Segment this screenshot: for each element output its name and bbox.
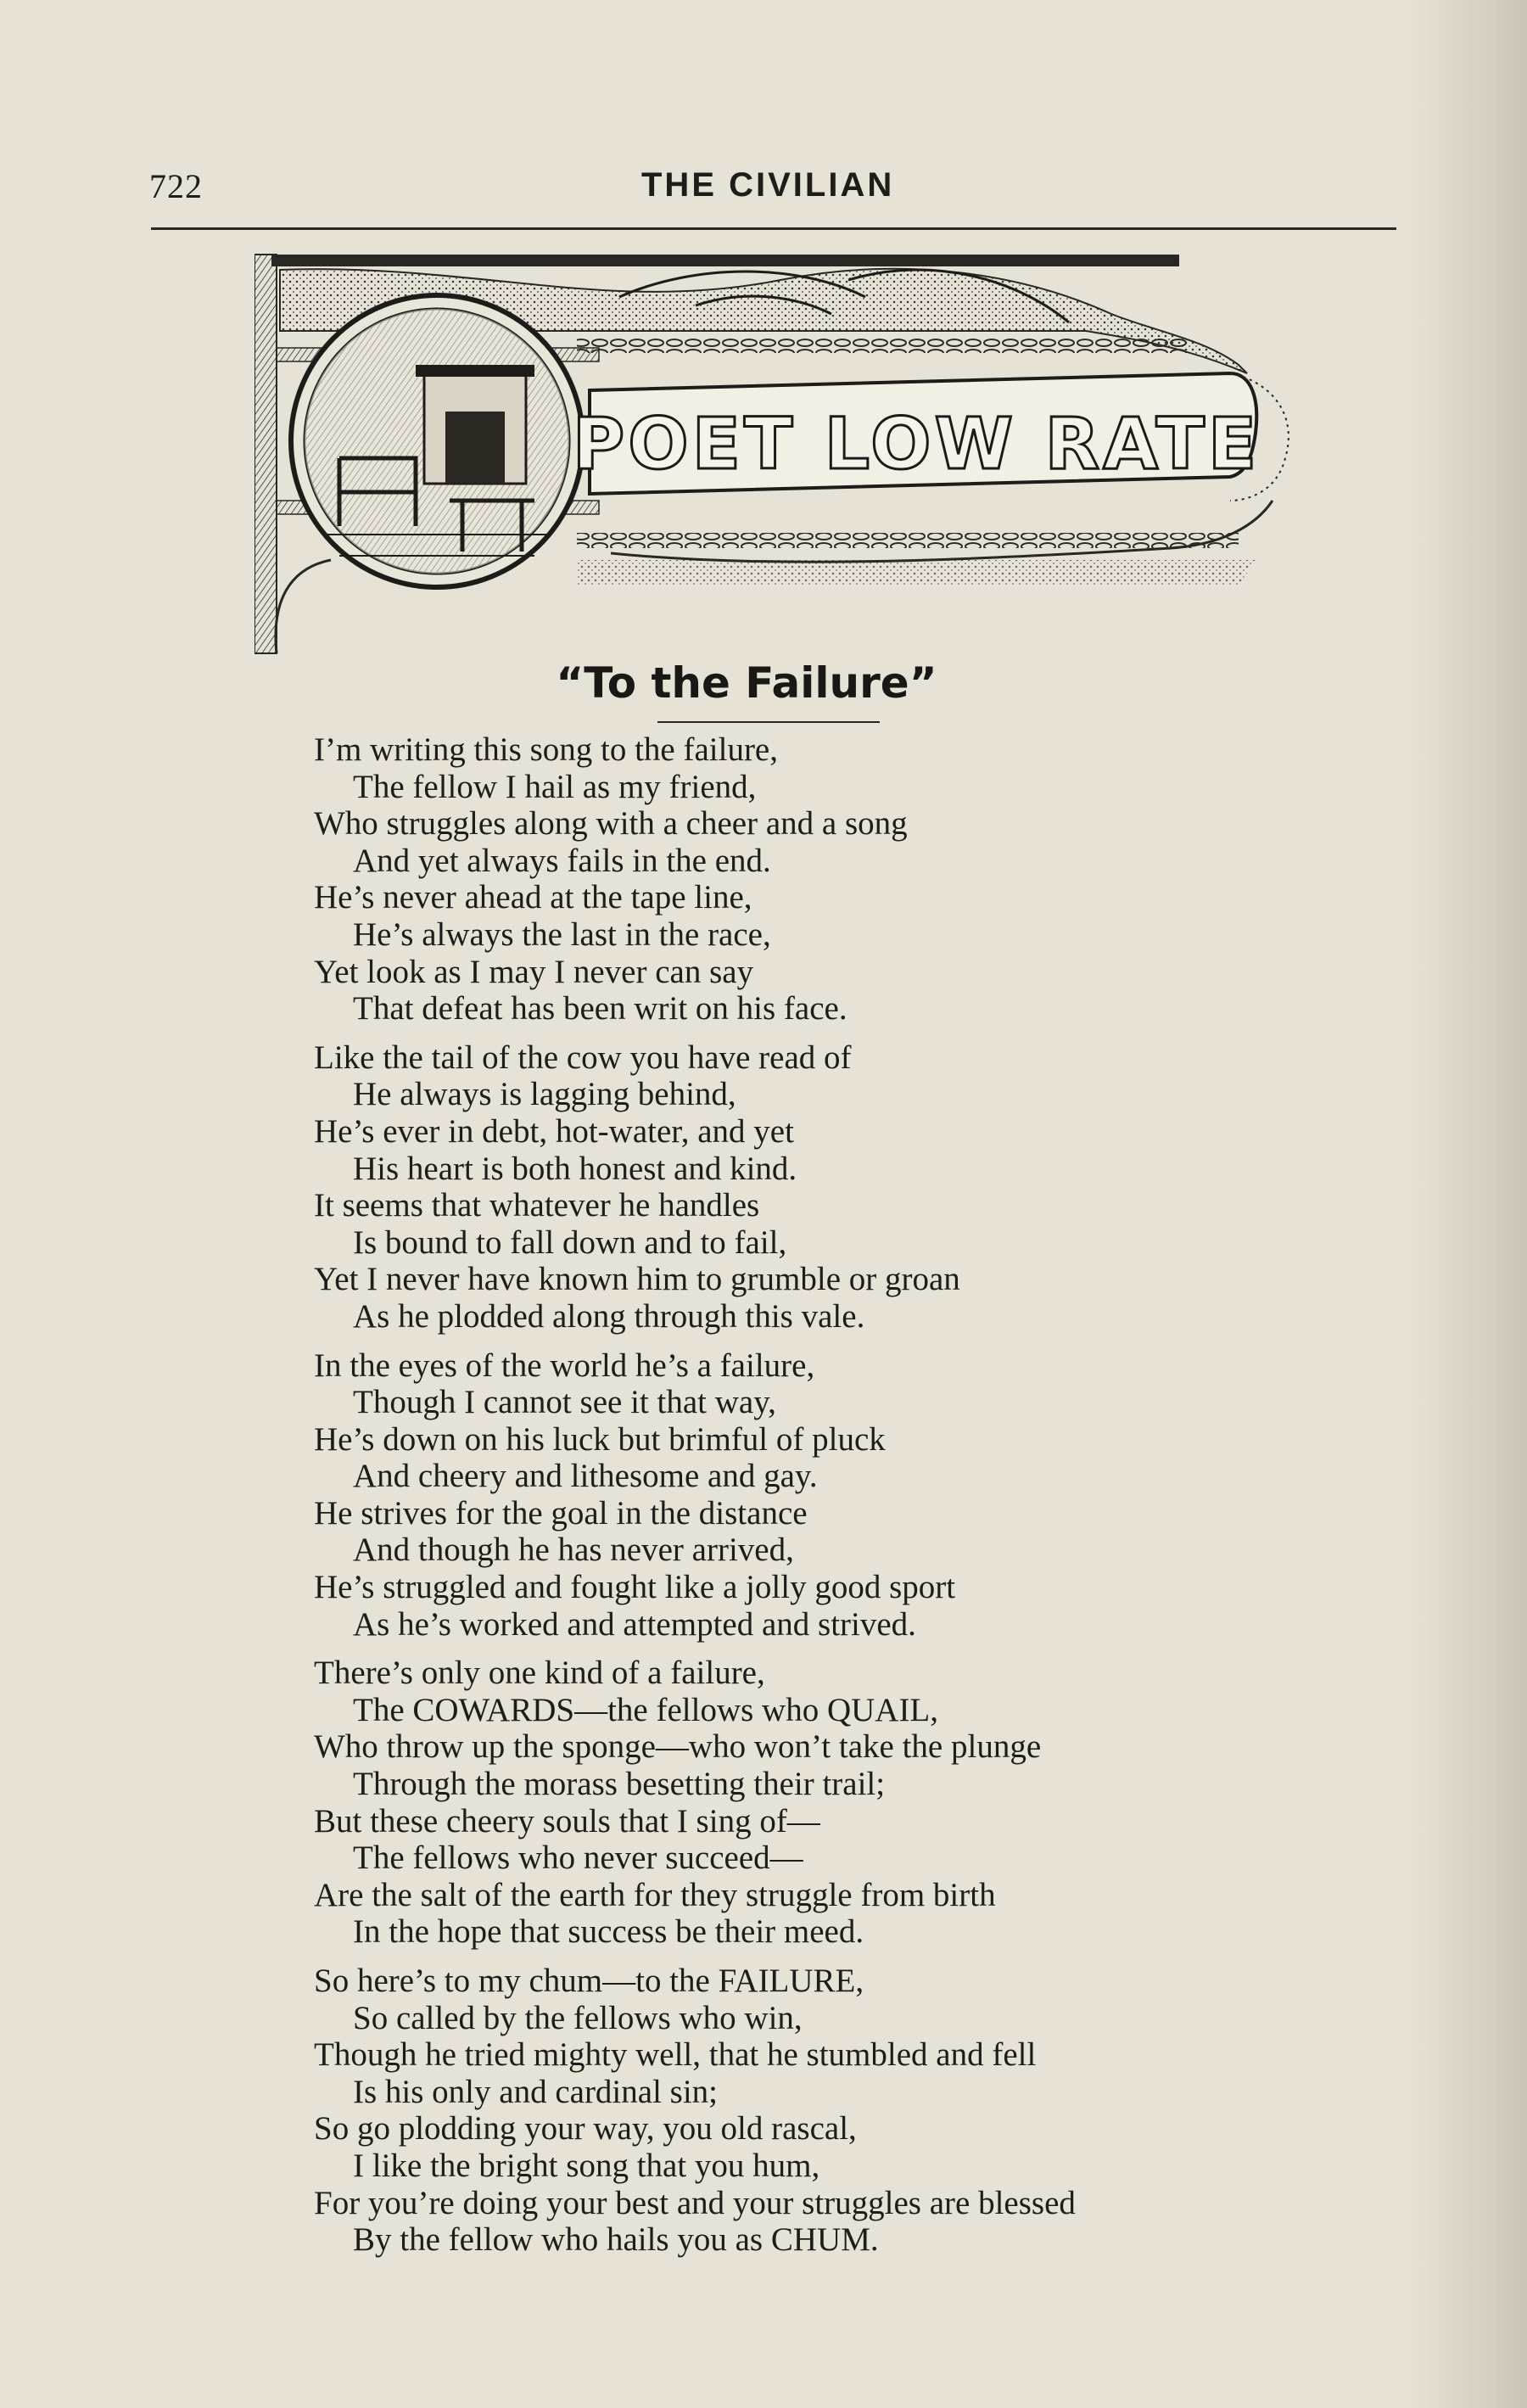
poem-line: The fellows who never succeed—: [353, 1840, 803, 1877]
poem-line: Who throw up the sponge—who won’t take the plunge: [314, 1728, 1042, 1766]
poem-line: The COWARDS—the fellows who QUAIL,: [353, 1691, 939, 1728]
stanza: [314, 731, 1332, 1028]
poem-line: And cheery and lithesome and gay.: [353, 1458, 818, 1495]
poem-line: His heart is both honest and kind.: [353, 1150, 797, 1187]
poem-line: He’s down on his luck but brimful of pluck: [314, 1420, 886, 1458]
poem-line: He’s ever in debt, hot-water, and yet: [314, 1112, 794, 1150]
poem-line: And though he has never arrived,: [353, 1532, 794, 1569]
stanza: [314, 1963, 1332, 2259]
poem-line: He’s always the last in the race,: [353, 916, 771, 953]
poem-line: So here’s to my chum—to the FAILURE,: [314, 1963, 864, 1999]
poem-title: “To the Failure”: [556, 658, 937, 708]
poem-line: And yet always fails in the end.: [353, 842, 771, 879]
poem-line: Yet I never have known him to grumble or groan: [314, 1261, 960, 1298]
poem-line: Yet look as I may I never can say: [314, 953, 754, 990]
poem-body: [314, 731, 1332, 2271]
page-header: [149, 166, 1396, 217]
poem-line: So called by the fellows who win,: [353, 1999, 803, 2036]
poem-line: He strives for the goal in the distance: [314, 1494, 808, 1532]
poem-line: But these cheery souls that I sing of—: [314, 1802, 820, 1840]
poem-line: The fellow I hail as my friend,: [353, 768, 757, 805]
poem-line: He’s never ahead at the tape line,: [314, 879, 752, 916]
poem-line: Though he tried mighty well, that he stumbled and fell: [314, 2036, 1037, 2074]
poem-line: In the eyes of the world he’s a failure,: [314, 1347, 815, 1384]
poem-line: By the fellow who hails you as CHUM.: [353, 2221, 879, 2259]
poem-line: He’s struggled and fought like a jolly good sport: [314, 1569, 956, 1606]
poem-line: For you’re doing your best and your struggles are blessed: [314, 2184, 1076, 2221]
poem-line: As he’s worked and attempted and strived.: [353, 1605, 916, 1643]
page-edge-shadow: [1408, 0, 1527, 2408]
poem-line: I’m writing this song to the failure,: [314, 731, 778, 768]
poem-line: Though I cannot see it that way,: [353, 1384, 776, 1421]
poem-line: Like the tail of the cow you have read of: [314, 1039, 852, 1076]
poem-line: There’s only one kind of a failure,: [314, 1655, 765, 1692]
running-head: THE CIVILIAN: [641, 166, 895, 204]
stanza: [314, 1039, 1332, 1336]
page-number: 722: [149, 167, 203, 205]
header-rule: [151, 227, 1396, 230]
poem-line: As he plodded along through this vale.: [353, 1297, 865, 1335]
poem-line: He always is lagging behind,: [353, 1076, 736, 1113]
poem-line: That defeat has been writ on his face.: [353, 990, 847, 1028]
poet-low-rate-banner: [255, 246, 1306, 662]
stanza: [314, 1347, 1332, 1644]
poem-line: It seems that whatever he handles: [314, 1187, 760, 1224]
poem-line: I like the bright song that you hum,: [353, 2147, 820, 2184]
poem-line: Is bound to fall down and to fail,: [353, 1224, 787, 1261]
poem-line: Are the salt of the earth for they struggle from birth: [314, 1876, 996, 1913]
title-rule: [657, 721, 880, 723]
poem-line: So go plodding your way, you old rascal,: [314, 2110, 857, 2148]
banner-title: POET LOW RATE: [572, 402, 1261, 485]
poem-line: In the hope that success be their meed.: [353, 1913, 864, 1951]
poem-line: Through the morass besetting their trail;: [353, 1766, 886, 1803]
poem-line: Is his only and cardinal sin;: [353, 2073, 719, 2110]
poem-line: Who struggles along with a cheer and a song: [314, 805, 908, 843]
stanza: [314, 1655, 1332, 1951]
